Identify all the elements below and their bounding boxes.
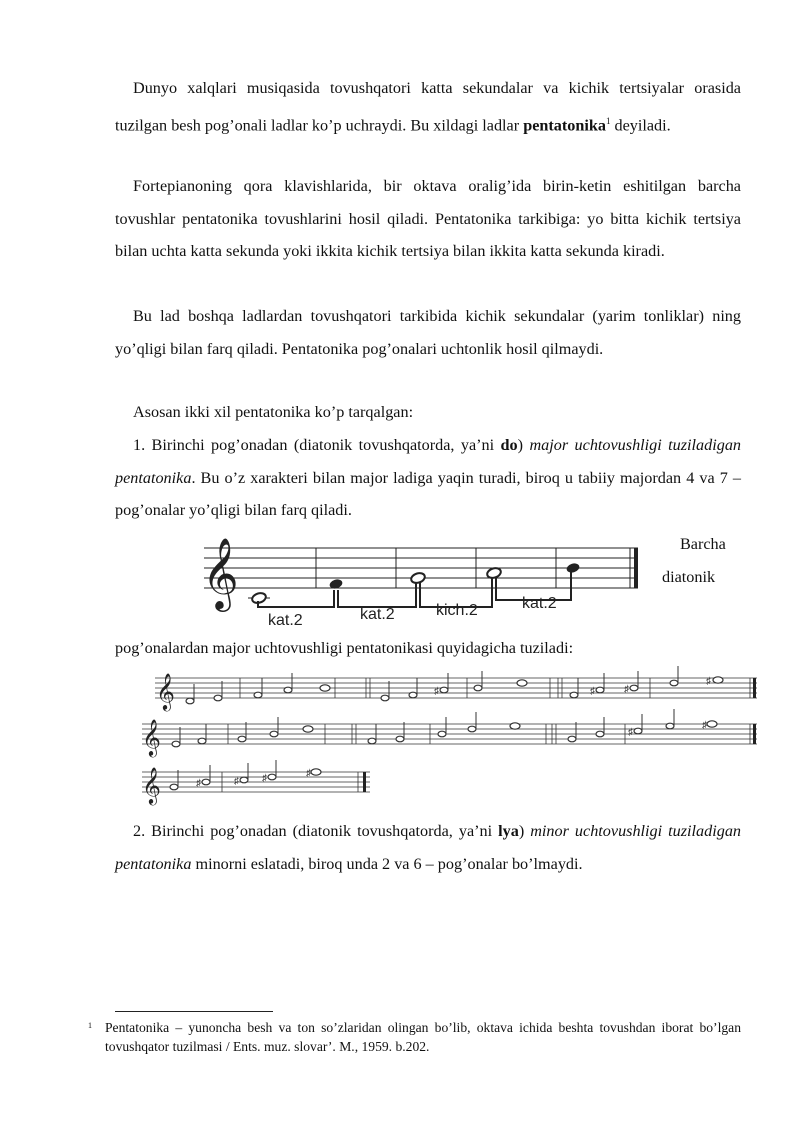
paragraph-2: Fortepianoning qora klavishlarida, bir oktava oralig’ida birin-ketin eshitilgan barcha tovushlar pentatonika tovushlarini hosil qiladi. Pentatonika tarkibiga: yo bitta kichik tertsiya bilan uchta katta sekunda yoki ikkita kichik tertsiya bilan ikkita katta sekunda kiradi. [115, 177, 741, 260]
paragraph-4: Asosan ikki xil pentatonika ko’p tarqalgan: [133, 403, 414, 421]
side-text-diatonik: diatonik [662, 568, 716, 586]
note-lya [565, 562, 580, 574]
interval-label-3: kich.2 [436, 602, 478, 619]
figure-major-pentatonic-scales [130, 664, 770, 806]
footnote-text: Pentatonika – yunoncha besh va ton so’zlaridan olingan bo’lib, oktava ichida beshta tovushdan iborat bo’lgan tovushqator tuzilmasi / Ents. muz. slovar’. M., 1959. b.202. [105, 1020, 741, 1054]
footnote-ref[interactable]: 1 [605, 115, 611, 126]
note-mi [410, 571, 426, 584]
side-text-barcha: Barcha [680, 535, 726, 553]
interval-label-4: kat.2 [522, 595, 557, 612]
treble-clef-icon: 𝄞 [142, 767, 161, 803]
treble-clef-icon: 𝄞 [142, 719, 161, 755]
svg-text:♯: ♯ [196, 778, 201, 789]
treble-clef-icon: 𝄞 [202, 539, 239, 608]
paragraph-1: Dunyo xalqlari musiqasida tovushqatori katta sekundalar va kichik tertsiyalar orasida tuzilgan besh pog’onali ladlar ko’p uchraydi. Bu xildagi ladlar pentatonika$^1$ deyiladi. [115, 79, 741, 134]
term-pentatonika: pentatonika [523, 115, 606, 134]
svg-text:♯: ♯ [702, 720, 707, 731]
svg-text:♯: ♯ [590, 686, 595, 697]
footnote [88, 1018, 741, 1054]
scale-row-1-notes [186, 677, 723, 704]
interval-label-2: kat.2 [360, 606, 395, 623]
interval-label-1: kat.2 [268, 612, 303, 629]
paragraph-3: Bu lad boshqa ladlardan tovushqatori tarkibida kichik sekundalar (yarim tonliklar) ning yo’qligi bilan farq qiladi. Pentatonika pog’onalari uchtonlik hosil qilmaydi. [115, 307, 741, 358]
svg-text:♯: ♯ [706, 676, 711, 687]
footnote-mark: 1 [88, 1021, 92, 1030]
paragraph-7: 2. Birinchi pog’onadan (diatonik tovushqatorda, ya’ni lya) minor uchtovushligi tuziladigan pentatonika minorni eslatadi, biroq unda 2 va 6 – pog’onalar bo’lmaydi. [115, 822, 742, 873]
treble-clef-icon: 𝄞 [156, 673, 175, 709]
paragraph-5: 1. Birinchi pog’onadan (diatonik tovushqatorda, ya’ni do) major uchtovushligi tuziladigan pentatonika. Bu o’z xarakteri bilan major ladiga yaqin turadi, biroq u tabiiy majordan 4 va 7 – pog’onalar yo’qligi bilan farq qiladi. [115, 436, 742, 519]
svg-text:♯: ♯ [262, 773, 267, 784]
svg-text:♯: ♯ [234, 776, 239, 787]
svg-text:♯: ♯ [628, 727, 633, 738]
figure-pentatonic-scale [196, 528, 644, 630]
footnote-separator [115, 1011, 273, 1012]
svg-text:♯: ♯ [624, 684, 629, 695]
svg-text:♯: ♯ [434, 686, 439, 697]
paragraph-6: pog’onalardan major uchtovushligi pentatonikasi quyidagicha tuziladi: [115, 639, 574, 657]
svg-text:♯: ♯ [306, 768, 311, 779]
